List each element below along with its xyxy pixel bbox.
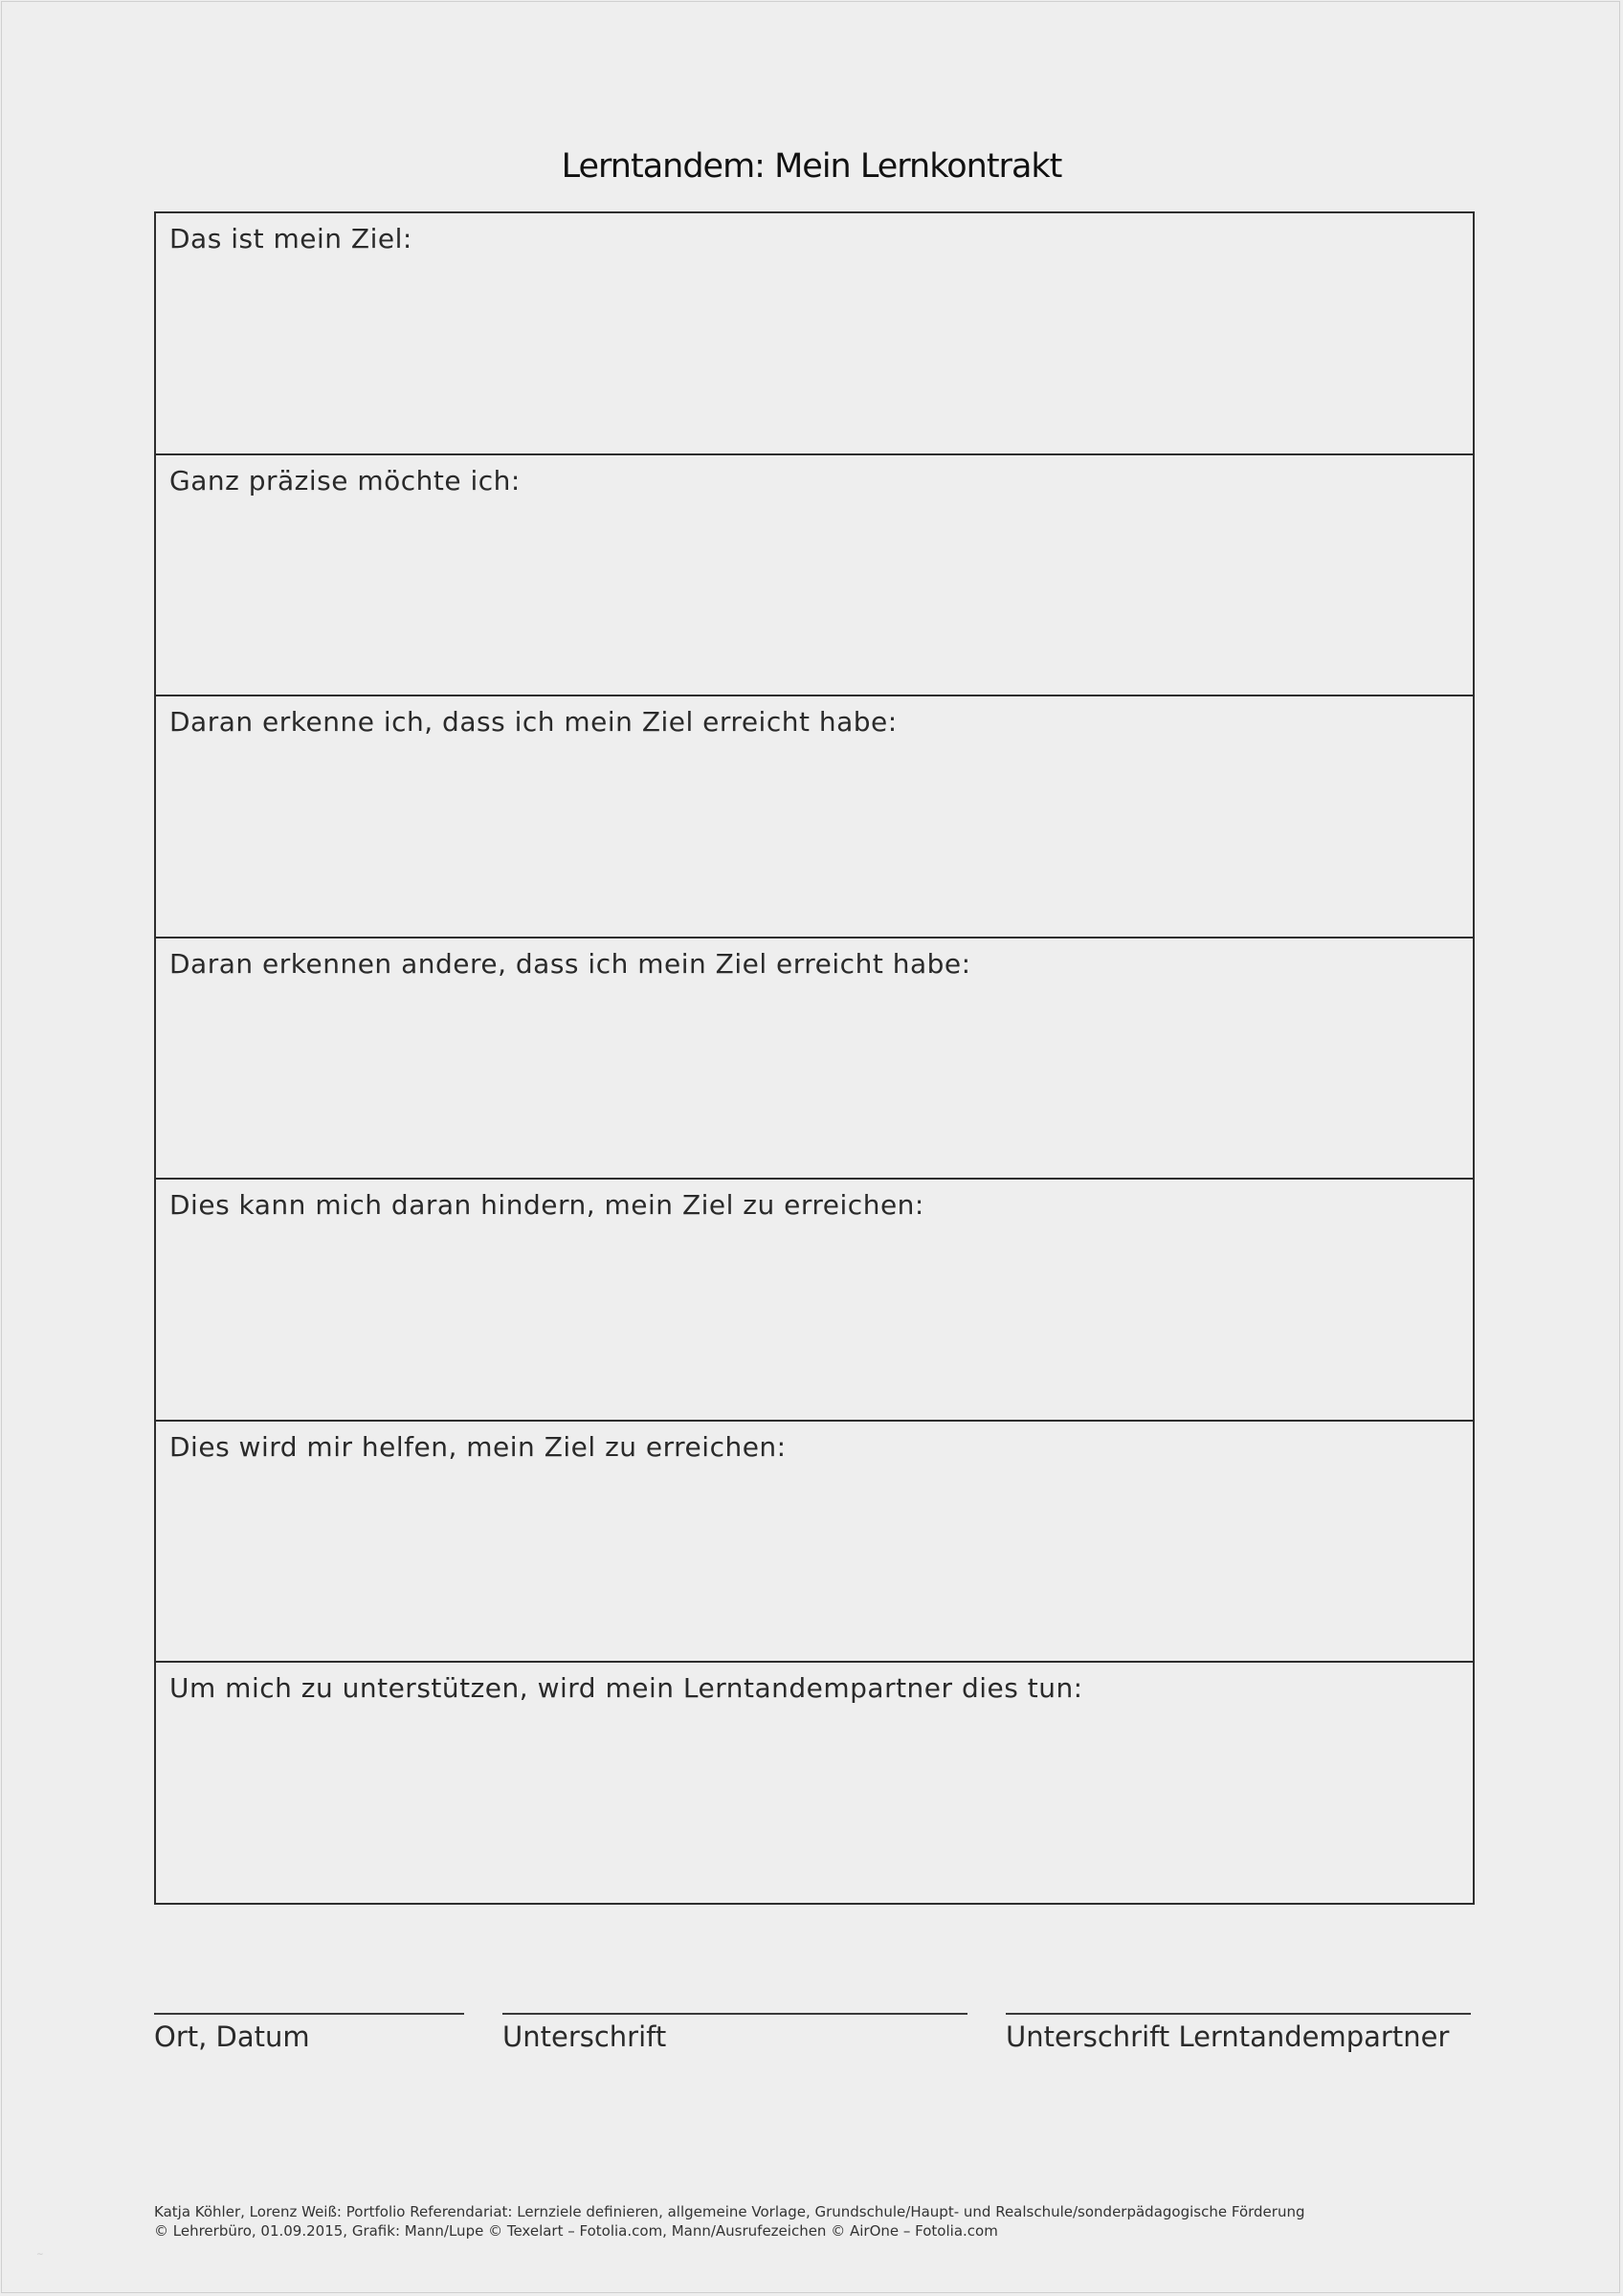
section-label: Um mich zu unterstützen, wird mein Lerntandempartner dies tun: xyxy=(169,1672,1083,1705)
corner-mark: ~ xyxy=(36,2250,44,2260)
contract-table xyxy=(154,211,1475,1905)
section-obstacles[interactable] xyxy=(156,1180,1473,1422)
section-label: Dies kann mich daran hindern, mein Ziel zu erreichen: xyxy=(169,1189,924,1222)
place-date-label: Ort, Datum xyxy=(154,2020,310,2053)
section-self-recognition[interactable] xyxy=(156,696,1473,938)
section-goal[interactable] xyxy=(156,213,1473,455)
section-label: Daran erkenne ich, dass ich mein Ziel erreicht habe: xyxy=(169,706,898,739)
partner-signature-label: Unterschrift Lerntandempartner xyxy=(1006,2020,1450,2053)
section-label: Ganz präzise möchte ich: xyxy=(169,464,521,497)
footer-line-2: © Lehrerbüro, 01.09.2015, Grafik: Mann/Lupe © Texelart – Fotolia.com, Mann/Ausrufezeichen © AirOne – Fotolia.com xyxy=(154,2222,998,2240)
signature-label: Unterschrift xyxy=(502,2020,667,2053)
section-others-recognition[interactable] xyxy=(156,938,1473,1181)
signature-line[interactable] xyxy=(502,2013,967,2015)
place-date-line[interactable] xyxy=(154,2013,464,2015)
section-helpers[interactable] xyxy=(156,1422,1473,1664)
partner-signature-line[interactable] xyxy=(1006,2013,1471,2015)
section-label: Daran erkennen andere, dass ich mein Ziel erreicht habe: xyxy=(169,947,971,980)
section-label: Das ist mein Ziel: xyxy=(169,223,412,254)
footer-line-1: Katja Köhler, Lorenz Weiß: Portfolio Referendariat: Lernziele definieren, allgemeine Vorlage, Grundschule/Haupt- und Realschule/sonderpädagogische Förderung xyxy=(154,2203,1305,2220)
section-partner-support[interactable] xyxy=(156,1663,1473,1903)
page-title: Lerntandem: Mein Lernkontrakt xyxy=(561,147,1062,186)
footer-credits xyxy=(154,2202,1304,2241)
section-precise[interactable] xyxy=(156,455,1473,697)
section-label: Dies wird mir helfen, mein Ziel zu erreichen: xyxy=(169,1430,787,1463)
